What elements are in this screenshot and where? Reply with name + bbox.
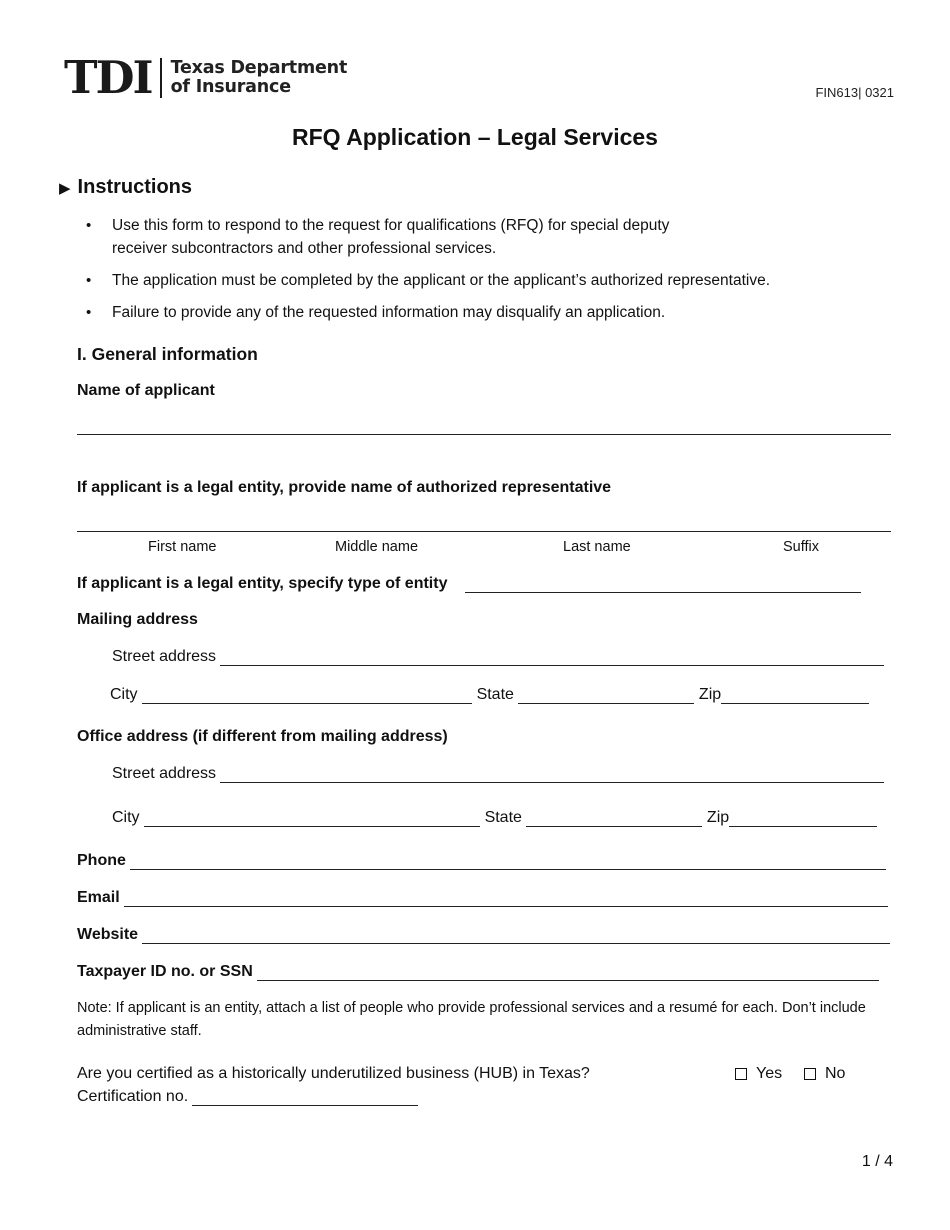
certification-label: Certification no. (77, 1088, 189, 1105)
phone-label: Phone (77, 852, 126, 869)
instruction-item: • Failure to provide any of the requested information may disqualify an application. (86, 301, 886, 324)
triangle-right-icon: ▶ (59, 179, 71, 197)
email-field[interactable] (124, 893, 888, 907)
instructions-heading (59, 176, 192, 199)
logo-text (171, 59, 348, 97)
instruction-item: • Use this form to respond to the request for qualifications (RFQ) for special deputy receiver subcontractors and other professional services. (86, 214, 726, 260)
instruction-item: • The application must be completed by the applicant or the applicant’s authorized representative. (86, 269, 886, 292)
mailing-city-label: City (110, 686, 138, 703)
office-city-row (112, 809, 877, 827)
hub-no-checkbox[interactable] (804, 1068, 816, 1080)
phone-field[interactable] (130, 856, 886, 870)
mailing-street-row (112, 648, 884, 666)
hub-yes-checkbox[interactable] (735, 1068, 747, 1080)
hub-yes-label: Yes (756, 1065, 783, 1082)
office-state-field[interactable] (526, 813, 702, 827)
entity-type-label: If applicant is a legal entity, specify type of entity (77, 575, 448, 592)
page-number: 1 / 4 (861, 1153, 893, 1170)
tdi-logo (64, 51, 348, 104)
certification-row (77, 1088, 418, 1106)
mailing-zip-field[interactable] (721, 690, 869, 704)
office-state-label: State (484, 809, 522, 826)
mailing-street-field[interactable] (220, 652, 884, 666)
office-street-label: Street address (112, 765, 217, 782)
logo-line-1: Texas Department (170, 58, 348, 78)
office-street-field[interactable] (220, 769, 884, 783)
office-address-label: Office address (if different from mailing address) (77, 728, 448, 745)
logo-line-2: of Insurance (170, 77, 291, 97)
website-field[interactable] (142, 930, 890, 944)
suffix-label: Suffix (783, 539, 820, 555)
entity-type-row (77, 575, 861, 593)
office-city-label: City (112, 809, 140, 826)
mailing-street-label: Street address (112, 648, 217, 665)
taxpayer-label: Taxpayer ID no. or SSN (77, 963, 253, 980)
phone-row (77, 852, 886, 870)
mailing-state-field[interactable] (518, 690, 694, 704)
applicant-name-field[interactable] (77, 434, 891, 435)
mailing-zip-label: Zip (698, 686, 722, 703)
mailing-city-row (110, 686, 869, 704)
mailing-state-label: State (476, 686, 514, 703)
general-info-heading: I. General information (77, 344, 258, 364)
logo-divider (160, 58, 162, 98)
middle-name-label: Middle name (335, 539, 419, 555)
last-name-label: Last name (563, 539, 631, 555)
taxpayer-row (77, 963, 879, 981)
hub-no-option[interactable] (804, 1065, 845, 1083)
page-title: RFQ Application – Legal Services (292, 124, 658, 150)
hub-no-label: No (825, 1065, 846, 1082)
website-label: Website (77, 926, 139, 943)
office-zip-field[interactable] (729, 813, 877, 827)
authorized-rep-field[interactable] (77, 531, 891, 532)
entity-type-field[interactable] (465, 579, 861, 593)
mailing-address-label: Mailing address (77, 611, 198, 628)
authorized-rep-label: If applicant is a legal entity, provide name of authorized representative (77, 479, 612, 496)
website-row (77, 926, 890, 944)
applicant-name-label: Name of applicant (77, 382, 215, 399)
certification-field[interactable] (192, 1092, 418, 1106)
instructions-list (86, 214, 886, 333)
logo-mark: TDI (64, 51, 152, 104)
entity-note: Note: If applicant is an entity, attach a list of people who provide professional services and a resumé for each. Don’t include administrative staff. (77, 1000, 866, 1039)
first-name-label: First name (148, 539, 217, 555)
hub-yes-option[interactable] (735, 1065, 782, 1083)
taxpayer-field[interactable] (257, 967, 879, 981)
hub-question: Are you certified as a historically underutilized business (HUB) in Texas? (77, 1065, 590, 1082)
email-row (77, 889, 888, 907)
email-label: Email (77, 889, 120, 906)
form-code: FIN613| 0321 (815, 85, 894, 100)
office-zip-label: Zip (706, 809, 730, 826)
instructions-heading-text: Instructions (77, 176, 192, 198)
mailing-city-field[interactable] (142, 690, 472, 704)
office-street-row (112, 765, 884, 783)
office-city-field[interactable] (144, 813, 480, 827)
